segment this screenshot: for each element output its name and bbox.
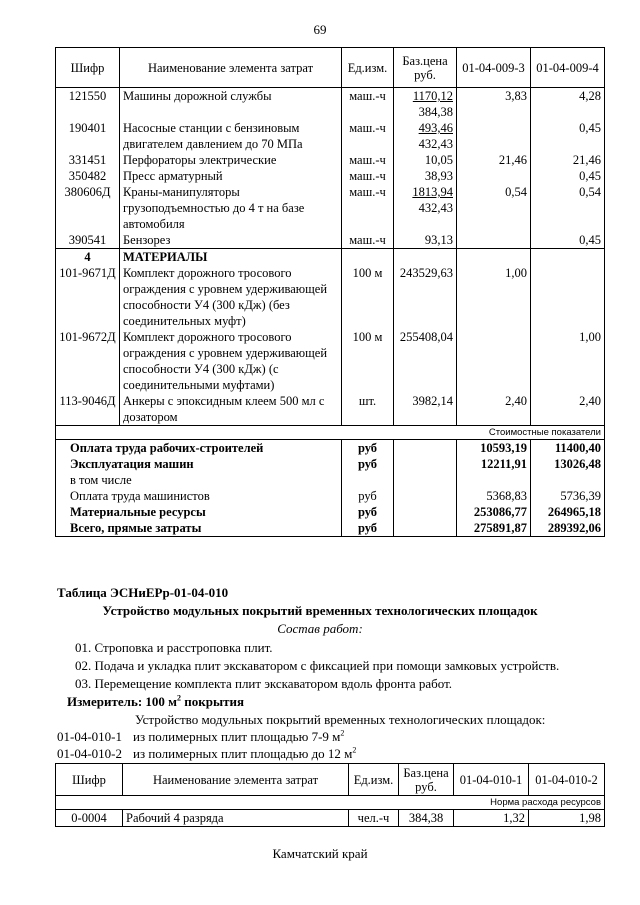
summary-unit: руб bbox=[342, 456, 394, 472]
row-unit: чел.-ч bbox=[349, 810, 399, 827]
summary-value-2: 11400,40 bbox=[531, 440, 605, 457]
cell-line: способности У4 (300 кДж) (с bbox=[123, 362, 279, 376]
row-name bbox=[120, 184, 342, 232]
section-number: 4 bbox=[56, 249, 120, 266]
row-value-1 bbox=[457, 120, 531, 152]
row-code: 0-0004 bbox=[56, 810, 123, 827]
row-code: 101-9672Д bbox=[56, 329, 120, 393]
row-value-1 bbox=[457, 329, 531, 393]
row-value-2: 4,28 bbox=[531, 88, 605, 121]
cell-line: Комплект дорожного тросового bbox=[123, 330, 292, 344]
section-title: Устройство модульных покрытий временных технологических площадок bbox=[102, 603, 538, 618]
row-name bbox=[120, 120, 342, 152]
cell-line: Пресс арматурный bbox=[123, 169, 223, 183]
step-3: 03. Перемещение комплекта плит экскаватором вдоль фронта работ. bbox=[75, 676, 453, 691]
summary-value-1: 253086,77 bbox=[457, 504, 531, 520]
summary-unit: руб bbox=[342, 520, 394, 537]
header-col2: 01-04-009-4 bbox=[531, 48, 605, 88]
row-name bbox=[120, 152, 342, 168]
cell-line: грузоподъемностью до 4 т на базе bbox=[123, 201, 305, 215]
row-unit: маш.-ч bbox=[342, 152, 394, 168]
cell-line: Машины дорожной службы bbox=[123, 89, 272, 103]
row-code: 331451 bbox=[56, 152, 120, 168]
summary-blank bbox=[394, 504, 457, 520]
row-value-2: 1,98 bbox=[529, 810, 605, 827]
cell-line: Комплект дорожного тросового bbox=[123, 266, 292, 280]
summary-blank bbox=[394, 440, 457, 457]
row-value-1: 21,46 bbox=[457, 152, 531, 168]
cost-table-1 bbox=[55, 47, 605, 537]
composition-heading: Состав работ: bbox=[277, 621, 363, 636]
row-name bbox=[120, 265, 342, 329]
row-price bbox=[394, 152, 457, 168]
row-price: 3982,14 bbox=[394, 393, 457, 426]
summary-row bbox=[56, 488, 605, 504]
step-2: 02. Подача и укладка плит экскаватором с фиксацией при помощи замковых устройств. bbox=[75, 658, 560, 673]
cell-line: Анкеры с эпоксидным клеем 500 мл с bbox=[123, 394, 325, 408]
summary-label: Оплата труда машинистов bbox=[56, 488, 342, 504]
table2-header bbox=[56, 764, 605, 796]
header-col2: 01-04-010-2 bbox=[529, 764, 605, 796]
row-unit: маш.-ч bbox=[342, 88, 394, 121]
header-name: Наименование элемента затрат bbox=[120, 48, 342, 88]
row-value-1: 1,32 bbox=[454, 810, 529, 827]
meter: Измеритель: 100 $м^2$ покрытия bbox=[67, 693, 245, 709]
summary-unit bbox=[342, 472, 394, 488]
row-unit: маш.-ч bbox=[342, 184, 394, 232]
footer-region: Камчатский край bbox=[272, 846, 368, 861]
item-1: 01-04-010-1 из полимерных плит площадью 7-9 $м^2$ bbox=[57, 728, 345, 744]
material-row bbox=[56, 393, 605, 426]
row-value-2 bbox=[531, 265, 605, 329]
item-2: 01-04-010-2 из полимерных плит площадью до 12 $м^2$ bbox=[57, 745, 357, 761]
summary-value-1 bbox=[457, 472, 531, 488]
summary-value-2: 264965,18 bbox=[531, 504, 605, 520]
header-price: Баз.цена руб. bbox=[399, 764, 454, 796]
row-unit: 100 м bbox=[342, 265, 394, 329]
header-unit: Ед.изм. bbox=[342, 48, 394, 88]
cell-line: 384,38 bbox=[418, 105, 453, 119]
cell-line: 10,05 bbox=[424, 153, 453, 167]
row-name bbox=[120, 393, 342, 426]
row-value-1: 1,00 bbox=[457, 265, 531, 329]
table-label: Таблица ЭСНиЕРр-01-04-010 bbox=[57, 585, 229, 600]
table-row bbox=[56, 810, 605, 827]
step-1: 01. Строповка и расстроповка плит. bbox=[75, 640, 273, 655]
row-unit: шт. bbox=[342, 393, 394, 426]
section-row bbox=[56, 249, 605, 266]
cell-line: способности У4 (300 кДж) (без bbox=[123, 298, 290, 312]
cell-line: Бензорез bbox=[123, 233, 171, 247]
row-value-1 bbox=[457, 232, 531, 249]
row-name bbox=[120, 88, 342, 121]
cell-line: двигателем давлением до 70 МПа bbox=[123, 137, 303, 151]
row-price bbox=[394, 168, 457, 184]
row-value-2: 1,00 bbox=[531, 329, 605, 393]
summary-value-1: 12211,91 bbox=[457, 456, 531, 472]
cell-line: 1170,12 bbox=[412, 89, 453, 103]
cell-line: Перфораторы электрические bbox=[123, 153, 277, 167]
row-value-2: 0,45 bbox=[531, 168, 605, 184]
row-name bbox=[120, 232, 342, 249]
summary-label: в том числе bbox=[56, 472, 342, 488]
summary-row bbox=[56, 472, 605, 488]
cell-line: Краны-манипуляторы bbox=[123, 185, 240, 199]
summary-label: Всего, прямые затраты bbox=[56, 520, 342, 537]
cell-line: 493,46 bbox=[418, 121, 453, 135]
header-col1: 01-04-009-3 bbox=[457, 48, 531, 88]
summary-blank bbox=[394, 472, 457, 488]
table-row bbox=[56, 152, 605, 168]
cell-line: 432,43 bbox=[418, 201, 453, 215]
cost-table-2 bbox=[55, 763, 605, 827]
row-price bbox=[394, 184, 457, 232]
summary-unit: руб bbox=[342, 504, 394, 520]
summary-value-2: 289392,06 bbox=[531, 520, 605, 537]
norm-caption: Норма расхода ресурсов bbox=[56, 796, 605, 810]
row-price: 255408,04 bbox=[394, 329, 457, 393]
row-value-1: 3,83 bbox=[457, 88, 531, 121]
cell-line: ограждения с уровнем удерживающей bbox=[123, 282, 328, 296]
row-price bbox=[394, 120, 457, 152]
row-value-1: 2,40 bbox=[457, 393, 531, 426]
material-row bbox=[56, 329, 605, 393]
summary-value-1: 10593,19 bbox=[457, 440, 531, 457]
row-unit: маш.-ч bbox=[342, 120, 394, 152]
summary-value-1: 275891,87 bbox=[457, 520, 531, 537]
row-unit: маш.-ч bbox=[342, 168, 394, 184]
material-row bbox=[56, 265, 605, 329]
row-code: 390541 bbox=[56, 232, 120, 249]
summary-unit: руб bbox=[342, 488, 394, 504]
summary-label: Эксплуатация машин bbox=[56, 456, 342, 472]
header-unit: Ед.изм. bbox=[349, 764, 399, 796]
table-row bbox=[56, 184, 605, 232]
row-code: 350482 bbox=[56, 168, 120, 184]
row-price: 243529,63 bbox=[394, 265, 457, 329]
cell-line: 93,13 bbox=[424, 233, 453, 247]
cell-line: автомобиля bbox=[123, 217, 185, 231]
cell-line: Насосные станции с бензиновым bbox=[123, 121, 300, 135]
row-name bbox=[120, 329, 342, 393]
summary-row bbox=[56, 456, 605, 472]
summary-blank bbox=[394, 456, 457, 472]
norm-caption-row bbox=[56, 796, 605, 810]
summary-value-1: 5368,83 bbox=[457, 488, 531, 504]
summary-caption: Стоимостные показатели bbox=[56, 426, 605, 440]
table-header bbox=[56, 48, 605, 88]
row-price bbox=[394, 88, 457, 121]
row-value-2: 0,45 bbox=[531, 120, 605, 152]
row-value-2: 2,40 bbox=[531, 393, 605, 426]
section-title: МАТЕРИАЛЫ bbox=[120, 249, 342, 266]
row-unit: маш.-ч bbox=[342, 232, 394, 249]
row-value-1 bbox=[457, 168, 531, 184]
row-unit: 100 м bbox=[342, 329, 394, 393]
row-value-1: 0,54 bbox=[457, 184, 531, 232]
row-name: Рабочий 4 разряда bbox=[123, 810, 349, 827]
row-value-2: 0,54 bbox=[531, 184, 605, 232]
summary-label: Материальные ресурсы bbox=[56, 504, 342, 520]
summary-caption-row bbox=[56, 426, 605, 440]
summary-blank bbox=[394, 488, 457, 504]
row-price: 384,38 bbox=[399, 810, 454, 827]
row-code: 121550 bbox=[56, 88, 120, 121]
row-code: 101-9671Д bbox=[56, 265, 120, 329]
header-code: Шифр bbox=[56, 764, 123, 796]
table-row bbox=[56, 232, 605, 249]
header-code: Шифр bbox=[56, 48, 120, 88]
page-number: 69 bbox=[313, 22, 327, 37]
summary-label: Оплата труда рабочих-строителей bbox=[56, 440, 342, 457]
subtitle: Устройство модульных покрытий временных технологических площадок: bbox=[135, 712, 546, 727]
cell-line: дозатором bbox=[123, 410, 178, 424]
table-row bbox=[56, 120, 605, 152]
row-code: 190401 bbox=[56, 120, 120, 152]
cell-line: 38,93 bbox=[424, 169, 453, 183]
row-value-2: 0,45 bbox=[531, 232, 605, 249]
cell-line: соединительными муфтами) bbox=[123, 378, 275, 392]
header-col1: 01-04-010-1 bbox=[454, 764, 529, 796]
cell-line: 432,43 bbox=[418, 137, 453, 151]
row-value-2: 21,46 bbox=[531, 152, 605, 168]
row-price bbox=[394, 232, 457, 249]
row-code: 113-9046Д bbox=[56, 393, 120, 426]
summary-value-2: 13026,48 bbox=[531, 456, 605, 472]
table-row bbox=[56, 168, 605, 184]
summary-row bbox=[56, 440, 605, 457]
summary-unit: руб bbox=[342, 440, 394, 457]
cell-line: 1813,94 bbox=[412, 185, 453, 199]
summary-value-2: 5736,39 bbox=[531, 488, 605, 504]
summary-row bbox=[56, 504, 605, 520]
row-name bbox=[120, 168, 342, 184]
summary-blank bbox=[394, 520, 457, 537]
header-price: Баз.цена руб. bbox=[394, 48, 457, 88]
table-row bbox=[56, 88, 605, 121]
summary-value-2 bbox=[531, 472, 605, 488]
summary-row bbox=[56, 520, 605, 537]
header-name: Наименование элемента затрат bbox=[123, 764, 349, 796]
cell-line: ограждения с уровнем удерживающей bbox=[123, 346, 328, 360]
row-code: 380606Д bbox=[56, 184, 120, 232]
cell-line: соединительных муфт) bbox=[123, 314, 246, 328]
